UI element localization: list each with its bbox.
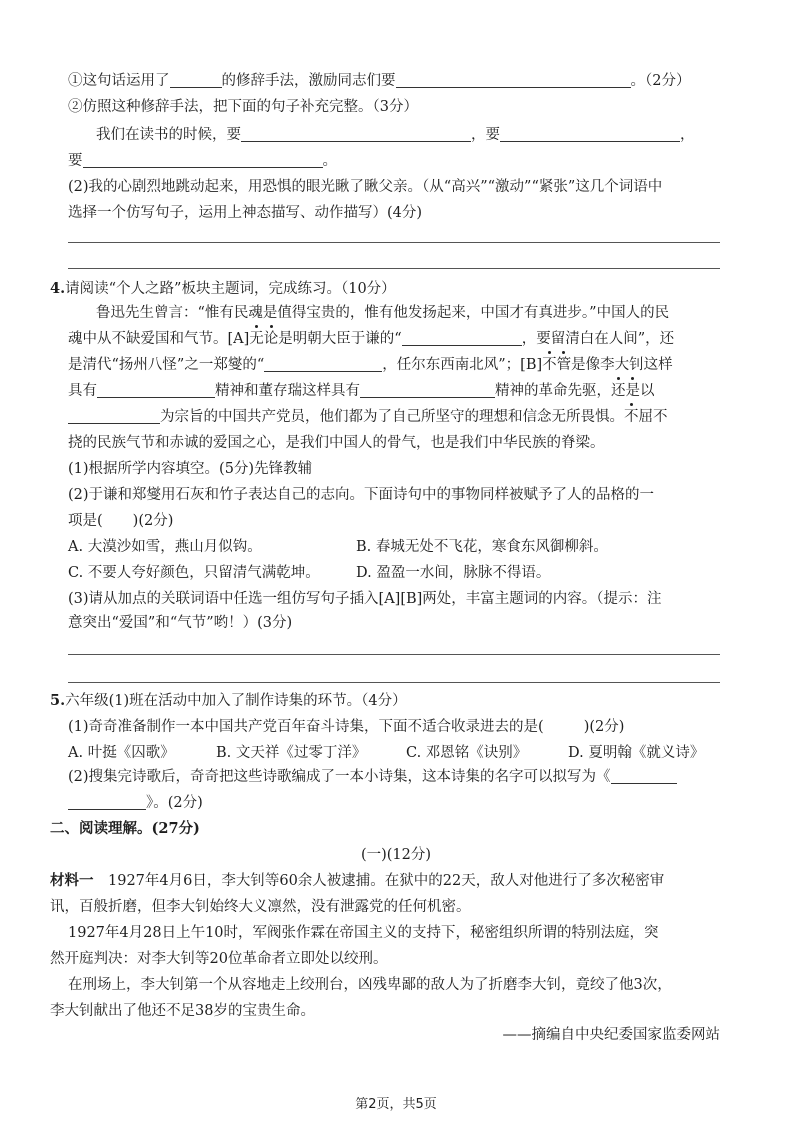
q5-option-d[interactable]: D. 夏明翰《就义诗》	[568, 745, 705, 761]
q4-option-d[interactable]: D. 盈盈一水间，脉脉不得语。	[356, 565, 551, 581]
q3-sub2: ②仿照这种修辞手法，把下面的句子补充完整。（3分）	[68, 99, 418, 115]
q4-option-c[interactable]: C. 不要人夸好颜色，只留清气满乾坤。	[68, 565, 320, 581]
q5-option-a[interactable]: A. 叶挺《囚歌》	[68, 745, 175, 761]
q5-option-b[interactable]: B. 文天祥《过零丁洋》	[216, 745, 367, 761]
writing-line[interactable]	[68, 682, 720, 683]
writing-line[interactable]	[68, 654, 720, 655]
q5-option-c[interactable]: C. 邓恩铭《诀别》	[406, 745, 528, 761]
q4-sub2-line1: (2)于谦和郑燮用石灰和竹子表达自己的志向。下面诗句中的事物同样被赋予了人的品格的一	[68, 487, 655, 503]
answer-blank[interactable]	[68, 407, 160, 424]
source-citation: ——摘编自中央纪委国家监委网站	[502, 1027, 720, 1043]
q3-part2-line2: 选择一个仿写句子，运用上神态描写、动作描写）(4分)	[68, 205, 423, 221]
answer-blank[interactable]	[264, 355, 382, 372]
answer-blank[interactable]	[83, 151, 323, 168]
answer-blank[interactable]	[611, 767, 677, 784]
q4-sub3-line2: 意突出“爱国”和“气节”哟！）(3分)	[68, 615, 293, 631]
writing-line[interactable]	[68, 242, 720, 243]
q4-para-line1: 鲁迅先生曾言：“惟有民魂是值得宝贵的，惟有他发扬起来，中国才有真进步。”中国人的民	[96, 305, 670, 321]
q4-option-a[interactable]: A. 大漠沙如雪，燕山月似钩。	[68, 539, 262, 555]
q5-sub2: (2)搜集完诗歌后，奇奇把这些诗歌编成了一本小诗集，这本诗集的名字可以拟写为《	[68, 766, 677, 788]
page-number: 第2页，共5页	[355, 1097, 437, 1112]
q3-sub1: ①这句话运用了 的修辞手法，激励同志们要 。（2分）	[68, 73, 691, 89]
section-title: 二、阅读理解。(27分)	[50, 820, 200, 837]
q4-para-line5: 为宗旨的中国共产党员，他们都为了自己所坚守的理想和信念无所畏惧。不屈不	[68, 406, 668, 428]
q3-sub2-line: 我们在读书的时候，要 ，要 ，	[96, 127, 695, 143]
q4-para-line6: 挠的民族气节和赤诚的爱国之心，是我们中国人的骨气，也是我们中华民族的脊梁。	[68, 435, 605, 451]
answer-blank[interactable]	[402, 329, 522, 346]
answer-blank[interactable]	[68, 793, 146, 810]
material-line1: 材料一 1927年4月6日，李大钊等60余人被逮捕。在狱中的22天，敌人对他进行了多次秘密审	[50, 872, 665, 889]
q5-sub2-cont: 》。(2分)	[68, 792, 203, 814]
q4-sub3-line1: (3)请从加点的关联词语中任选一组仿写句子插入[A][B]两处，丰富主题词的内容。（提示：注	[68, 591, 662, 607]
material-line2: 讯，百般折磨，但李大钊始终大义凛然，没有泄露党的任何机密。	[50, 899, 471, 915]
q4-sub1: (1)根据所学内容填空。(5分)先锋教辅	[68, 461, 313, 477]
writing-line[interactable]	[68, 268, 720, 269]
answer-blank[interactable]	[170, 71, 222, 88]
q5-title: 5.六年级(1)班在活动中加入了制作诗集的环节。（4分）	[50, 692, 407, 709]
material-line6: 李大钊献出了他还不足38岁的宝贵生命。	[50, 1003, 315, 1019]
q3-sub2-line2: 要 。	[68, 153, 337, 169]
answer-blank[interactable]	[500, 125, 680, 142]
material-line5: 在刑场上，李大钊第一个从容地走上绞刑台，凶残卑鄙的敌人为了折磨李大钊，竟绞了他3次，	[68, 977, 672, 993]
answer-blank[interactable]	[396, 71, 631, 88]
answer-blank[interactable]	[360, 381, 495, 398]
q4-para-line3: 是清代“扬州八怪”之一郑燮的“ ，任尔东西南北风”；[B]不管是像李大钊这样	[68, 354, 673, 376]
answer-blank[interactable]	[241, 125, 471, 142]
q4-option-b[interactable]: B. 春城无处不飞花，寒食东风御柳斜。	[356, 539, 608, 555]
q4-title: 4.请阅读“个人之路”板块主题词，完成练习。（10分）	[50, 280, 396, 297]
material-line4: 然开庭判决：对李大钊等20位革命者立即处以绞刑。	[50, 951, 388, 967]
q5-sub1: (1)奇奇准备制作一本中国共产党百年奋斗诗集，下面不适合收录进去的是( )(2分)	[68, 719, 625, 735]
material-line3: 1927年4月28日上午10时，军阀张作霖在帝国主义的支持下，秘密组织所谓的特别法庭，突	[68, 925, 659, 941]
q4-sub2-line2: 项是( )(2分)	[68, 513, 174, 529]
answer-blank[interactable]	[97, 381, 215, 398]
part-title: (一)(12分)	[360, 847, 432, 863]
q3-part2-line1: (2)我的心剧烈地跳动起来，用恐惧的眼光瞅了瞅父亲。（从“高兴”“激动”“紧张”这几个词语中	[68, 179, 663, 195]
q4-para-line2: 魂中从不缺爱国和气节。[A]无论是明朝大臣于谦的“ ，要留清白在人间”，还	[68, 328, 674, 350]
q4-para-line4: 具有 精神和董存瑞这样具有 精神的革命先驱，还是以	[68, 380, 655, 402]
